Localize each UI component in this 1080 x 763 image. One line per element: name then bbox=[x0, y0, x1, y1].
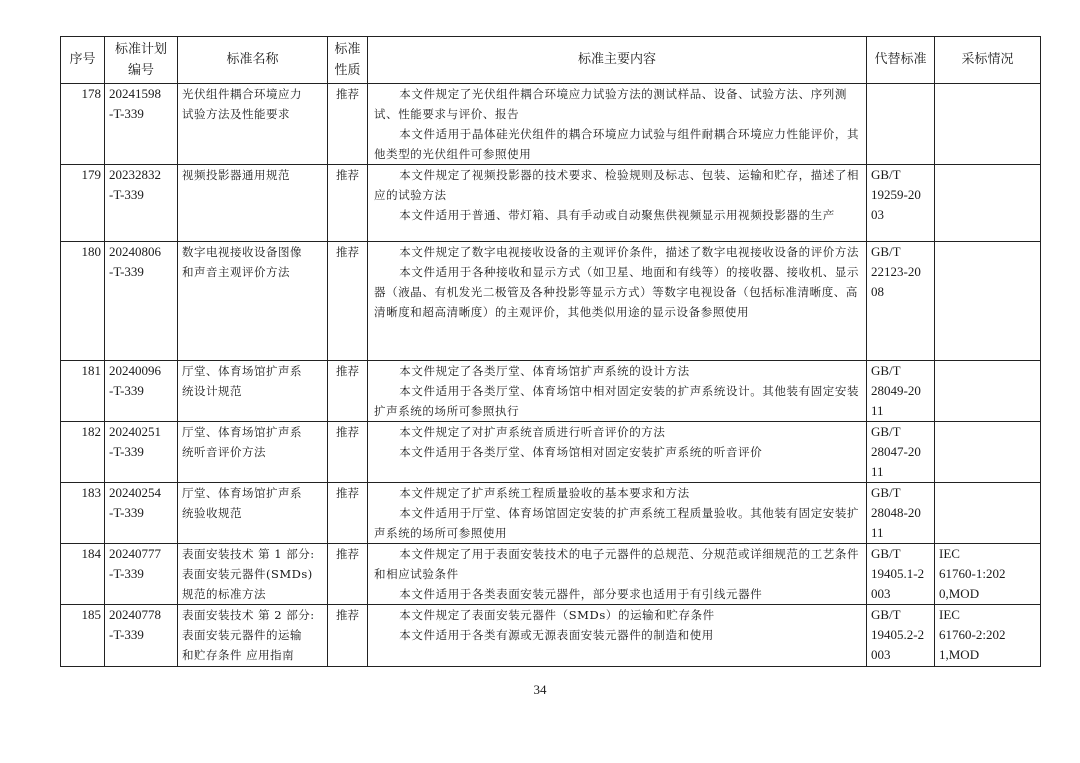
standard-name-cell bbox=[178, 544, 328, 605]
plan-number-line: 20241598 bbox=[109, 86, 161, 101]
standard-name-line: 表面安装技术 第 1 部分: bbox=[182, 547, 315, 561]
adoption-cell bbox=[935, 84, 1041, 165]
adoption-line: 61760-1:202 bbox=[939, 566, 1006, 581]
replaced-standard-cell bbox=[867, 483, 935, 544]
replaced-standard-line: 28047-20 bbox=[871, 444, 921, 459]
content-paragraph: 本文件规定了数字电视接收设备的主观评价条件，描述了数字电视接收设备的评价方法 bbox=[399, 245, 860, 259]
seq-cell: 183 bbox=[61, 483, 105, 544]
content-paragraph: 本文件适用于普通、带灯箱、具有手动或自动聚焦供视频显示用视频投影器的生产 bbox=[399, 208, 835, 222]
plan-number-line: -T-339 bbox=[109, 505, 144, 520]
standard-name-cell bbox=[178, 242, 328, 361]
nature-cell: 推荐 bbox=[328, 605, 368, 667]
replaced-standard-cell bbox=[867, 605, 935, 667]
table-row bbox=[61, 242, 1041, 361]
replaced-standard-cell bbox=[867, 84, 935, 165]
adoption-line: IEC bbox=[939, 607, 960, 622]
replaced-standard-line: 08 bbox=[871, 284, 884, 299]
replaced-standard-line: GB/T bbox=[871, 485, 901, 500]
seq-cell: 184 bbox=[61, 544, 105, 605]
plan-number-line: 20240254 bbox=[109, 485, 161, 500]
table-row bbox=[61, 422, 1041, 483]
plan-number-line: -T-339 bbox=[109, 264, 144, 279]
standard-name-line: 厅堂、体育场馆扩声系 bbox=[182, 364, 302, 378]
standard-name-cell bbox=[178, 605, 328, 667]
standard-name-line: 表面安装元器件的运输 bbox=[182, 628, 302, 642]
replaced-standard-line: GB/T bbox=[871, 607, 901, 622]
header-standard-name: 标准名称 bbox=[178, 37, 328, 84]
seq-cell: 181 bbox=[61, 361, 105, 422]
header-plan-line2: 编号 bbox=[127, 63, 154, 78]
header-nature-line1: 标准 bbox=[334, 42, 361, 57]
standard-name-line: 表面安装技术 第 2 部分: bbox=[182, 608, 315, 622]
content-paragraph: 本文件适用于厅堂、体育场馆固定安装的扩声系统工程质量验收。其他装有固定安装扩声系统的场所可参照使用 bbox=[374, 506, 860, 540]
nature-cell: 推荐 bbox=[328, 422, 368, 483]
adoption-cell bbox=[935, 544, 1041, 605]
content-paragraph: 本文件规定了扩声系统工程质量验收的基本要求和方法 bbox=[399, 486, 690, 500]
content-paragraph: 本文件规定了表面安装元器件（SMDs）的运输和贮存条件 bbox=[399, 608, 715, 622]
replaced-standard-cell bbox=[867, 361, 935, 422]
header-adoption: 采标情况 bbox=[935, 37, 1041, 84]
table-row bbox=[61, 605, 1041, 667]
plan-number-line: 20232832 bbox=[109, 167, 161, 182]
adoption-cell bbox=[935, 483, 1041, 544]
replaced-standard-line: 19405.2-2 bbox=[871, 627, 925, 642]
adoption-line: IEC bbox=[939, 546, 960, 561]
table-row bbox=[61, 483, 1041, 544]
replaced-standard-cell bbox=[867, 422, 935, 483]
plan-number-line: 20240806 bbox=[109, 244, 161, 259]
content-paragraph: 本文件规定了对扩声系统音质进行听音评价的方法 bbox=[399, 425, 666, 439]
standard-name-line: 厅堂、体育场馆扩声系 bbox=[182, 425, 302, 439]
plan-number-cell bbox=[105, 361, 178, 422]
header-plan-number bbox=[105, 37, 178, 84]
table-row bbox=[61, 165, 1041, 242]
nature-cell: 推荐 bbox=[328, 84, 368, 165]
header-seq: 序号 bbox=[61, 37, 105, 84]
seq-cell: 180 bbox=[61, 242, 105, 361]
nature-cell: 推荐 bbox=[328, 483, 368, 544]
standard-name-cell bbox=[178, 422, 328, 483]
content-cell bbox=[368, 242, 867, 361]
replaced-standard-line: 003 bbox=[871, 647, 891, 662]
header-nature-line2: 性质 bbox=[334, 63, 361, 78]
page-number: 34 bbox=[533, 682, 547, 697]
replaced-standard-line: 003 bbox=[871, 586, 891, 601]
content-cell bbox=[368, 483, 867, 544]
standard-name-line: 统听音评价方法 bbox=[182, 445, 266, 459]
replaced-standard-line: GB/T bbox=[871, 167, 901, 182]
adoption-line: 1,MOD bbox=[939, 647, 980, 662]
standards-table bbox=[60, 36, 1041, 667]
standard-name-line: 统验收规范 bbox=[182, 506, 242, 520]
plan-number-line: 20240251 bbox=[109, 424, 161, 439]
plan-number-cell bbox=[105, 165, 178, 242]
content-paragraph: 本文件适用于晶体硅光伏组件的耦合环境应力试验与组件耐耦合环境应力性能评价，其他类型的光伏组件可参照使用 bbox=[374, 127, 860, 161]
plan-number-line: -T-339 bbox=[109, 627, 144, 642]
standard-name-cell bbox=[178, 165, 328, 242]
replaced-standard-line: 28049-20 bbox=[871, 383, 921, 398]
content-paragraph: 本文件规定了用于表面安装技术的电子元器件的总规范、分规范或详细规范的工艺条件和相应试验条件 bbox=[374, 547, 860, 581]
replaced-standard-line: 28048-20 bbox=[871, 505, 921, 520]
standard-name-line: 数字电视接收设备图像 bbox=[182, 245, 302, 259]
plan-number-cell bbox=[105, 422, 178, 483]
replaced-standard-line: GB/T bbox=[871, 424, 901, 439]
standard-name-cell bbox=[178, 361, 328, 422]
content-paragraph: 本文件适用于各类厅堂、体育场馆相对固定安装扩声系统的听音评价 bbox=[399, 445, 763, 459]
content-paragraph: 本文件规定了视频投影器的技术要求、检验规则及标志、包装、运输和贮存，描述了相应的试验方法 bbox=[374, 168, 860, 202]
nature-cell: 推荐 bbox=[328, 544, 368, 605]
plan-number-line: -T-339 bbox=[109, 444, 144, 459]
content-cell bbox=[368, 361, 867, 422]
plan-number-cell bbox=[105, 242, 178, 361]
adoption-cell bbox=[935, 605, 1041, 667]
replaced-standard-cell bbox=[867, 544, 935, 605]
seq-cell: 185 bbox=[61, 605, 105, 667]
header-nature bbox=[328, 37, 368, 84]
seq-cell: 182 bbox=[61, 422, 105, 483]
plan-number-line: -T-339 bbox=[109, 106, 144, 121]
content-cell bbox=[368, 544, 867, 605]
table-header-row bbox=[61, 37, 1041, 84]
table-row bbox=[61, 84, 1041, 165]
adoption-cell bbox=[935, 242, 1041, 361]
standards-page bbox=[60, 36, 1040, 667]
standard-name-line: 规范的标准方法 bbox=[182, 587, 266, 601]
content-cell bbox=[368, 165, 867, 242]
replaced-standard-line: 11 bbox=[871, 525, 884, 540]
content-paragraph: 本文件适用于各类表面安装元器件，部分要求也适用于有引线元器件 bbox=[399, 587, 763, 601]
plan-number-line: 20240096 bbox=[109, 363, 161, 378]
standard-name-line: 视频投影器通用规范 bbox=[182, 168, 290, 182]
content-paragraph: 本文件适用于各种接收和显示方式（如卫星、地面和有线等）的接收器、接收机、显示器（液晶、有机发光二极管及各种投影等显示方式）等数字电视设备（包括标准清晰度、高清晰度和超高清晰度）的主观评价，其他类似用途的显示设备参照使用 bbox=[374, 265, 860, 319]
plan-number-line: -T-339 bbox=[109, 187, 144, 202]
plan-number-line: 20240777 bbox=[109, 546, 161, 561]
replaced-standard-line: 03 bbox=[871, 207, 884, 222]
content-cell bbox=[368, 605, 867, 667]
seq-cell: 178 bbox=[61, 84, 105, 165]
adoption-line: 61760-2:202 bbox=[939, 627, 1006, 642]
plan-number-cell bbox=[105, 483, 178, 544]
replaced-standard-line: GB/T bbox=[871, 546, 901, 561]
replaced-standard-line: 22123-20 bbox=[871, 264, 921, 279]
table-body bbox=[61, 84, 1041, 667]
replaced-standard-cell bbox=[867, 165, 935, 242]
table-row bbox=[61, 544, 1041, 605]
replaced-standard-line: GB/T bbox=[871, 363, 901, 378]
content-paragraph: 本文件适用于各类有源或无源表面安装元器件的制造和使用 bbox=[399, 628, 714, 642]
adoption-cell bbox=[935, 361, 1041, 422]
replaced-standard-line: 11 bbox=[871, 403, 884, 418]
header-plan-line1: 标准计划 bbox=[114, 42, 167, 57]
content-cell bbox=[368, 422, 867, 483]
standard-name-line: 表面安装元器件(SMDs) bbox=[182, 567, 313, 581]
standard-name-line: 和贮存条件 应用指南 bbox=[182, 648, 295, 662]
replaced-standard-line: GB/T bbox=[871, 244, 901, 259]
replaced-standard-cell bbox=[867, 242, 935, 361]
content-paragraph: 本文件规定了各类厅堂、体育场馆扩声系统的设计方法 bbox=[399, 364, 690, 378]
standard-name-line: 和声音主观评价方法 bbox=[182, 265, 290, 279]
standard-name-line: 光伏组件耦合环境应力 bbox=[182, 87, 302, 101]
plan-number-line: -T-339 bbox=[109, 566, 144, 581]
standard-name-line: 试验方法及性能要求 bbox=[182, 107, 290, 121]
replaced-standard-line: 11 bbox=[871, 464, 884, 479]
standard-name-line: 厅堂、体育场馆扩声系 bbox=[182, 486, 302, 500]
adoption-line: 0,MOD bbox=[939, 586, 980, 601]
nature-cell: 推荐 bbox=[328, 242, 368, 361]
plan-number-line: 20240778 bbox=[109, 607, 161, 622]
replaced-standard-line: 19405.1-2 bbox=[871, 566, 925, 581]
nature-cell: 推荐 bbox=[328, 165, 368, 242]
header-main-content: 标准主要内容 bbox=[368, 37, 867, 84]
table-row bbox=[61, 361, 1041, 422]
standard-name-cell bbox=[178, 84, 328, 165]
plan-number-cell bbox=[105, 84, 178, 165]
plan-number-line: -T-339 bbox=[109, 383, 144, 398]
content-paragraph: 本文件适用于各类厅堂、体育场馆中相对固定安装的扩声系统设计。其他装有固定安装扩声系统的场所可参照执行 bbox=[374, 384, 860, 418]
content-paragraph: 本文件规定了光伏组件耦合环境应力试验方法的测试样品、设备、试验方法、序列测试、性能要求与评价、报告 bbox=[374, 87, 847, 121]
standard-name-line: 统设计规范 bbox=[182, 384, 242, 398]
plan-number-cell bbox=[105, 544, 178, 605]
plan-number-cell bbox=[105, 605, 178, 667]
seq-cell: 179 bbox=[61, 165, 105, 242]
standard-name-cell bbox=[178, 483, 328, 544]
nature-cell: 推荐 bbox=[328, 361, 368, 422]
adoption-cell bbox=[935, 165, 1041, 242]
content-cell bbox=[368, 84, 867, 165]
adoption-cell bbox=[935, 422, 1041, 483]
replaced-standard-line: 19259-20 bbox=[871, 187, 921, 202]
header-replaced-standard: 代替标准 bbox=[867, 37, 935, 84]
